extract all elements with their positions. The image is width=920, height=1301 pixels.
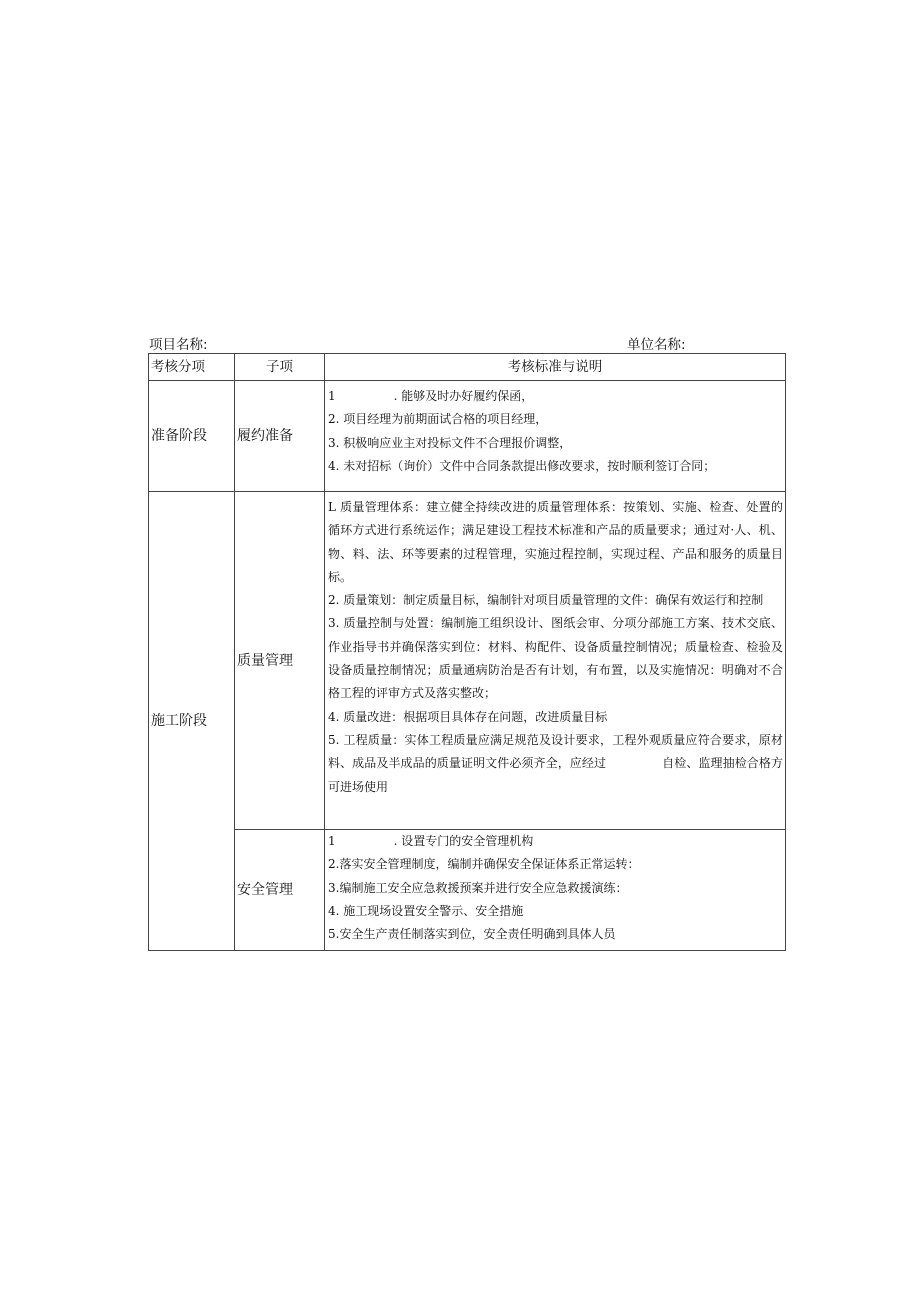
project-name-label: 项目名称:: [149, 337, 208, 353]
category-prep: 准备阶段: [149, 381, 235, 492]
criteria-quality: [325, 492, 786, 830]
criteria-item: 5.安全生产责任制落实到位，安全责任明确到具体人员: [328, 927, 616, 942]
criteria-item: 3. 质量控制与处置：编制施工组织设计、图纸会审、分项分部施工方案、技术交底、作业指导书并确保落实到位：材料、构配件、设备质量控制情况；质量检查、检验及设备质量控制情况；质量通病防治是否有计划，有布置，以及实施情况：明确对不合格工程的评审方式及落实整改；: [328, 616, 783, 701]
criteria-item: 2. 质量策划：制定质量目标，编制针对项目质量管理的文件：确保有效运行和控制: [328, 593, 764, 608]
criteria-item: 1 . 能够及时办好履约保函，: [328, 389, 534, 403]
column-header-category: 考核分项: [149, 354, 235, 381]
criteria-item: L 质量管理体系：建立健全持续改进的质量管理体系：按策划、实施、检查、处置的循环方式进行系统运作；满足建设工程技术标准和产品的质量要求；通过对·人、机、物、料、法、环等要素的过程管理，实施过程控制，实现过程、产品和服务的质量目标。: [328, 500, 783, 584]
criteria-item: 3.编制施工安全应急救援预案并进行安全应急救援演练：: [328, 880, 628, 895]
criteria-item: 2. 项目经理为前期面试合格的项目经理，: [328, 412, 548, 427]
column-header-sub: 子项: [235, 354, 325, 381]
table-row: [149, 381, 786, 492]
criteria-item: 4. 施工现场设置安全警示、安全措施: [328, 903, 524, 918]
criteria-prep: [325, 381, 786, 492]
assessment-table: [148, 353, 786, 951]
table-row: [149, 830, 786, 951]
sub-quality: 质量管理: [235, 492, 325, 830]
form-header: [149, 336, 785, 354]
column-header-criteria: 考核标准与说明: [325, 354, 786, 381]
table-row: [149, 492, 786, 830]
unit-name-label: 单位名称:: [627, 337, 686, 353]
criteria-item: 2.落实安全管理制度，编制并确保安全保证体系正常运转：: [328, 857, 640, 872]
category-construction: 施工阶段: [149, 492, 235, 951]
sub-contract-prep: 履约准备: [235, 381, 325, 492]
table-header-row: [149, 354, 786, 381]
criteria-item: 1 . 设置专门的安全管理机构: [328, 834, 534, 848]
criteria-item: 4. 未对招标（询价）文件中合同条款提出修改要求，按时顺利签订合同；: [328, 458, 716, 473]
criteria-item: 4. 质量改进：根据项目具体存在问题，改进质量目标: [328, 709, 608, 724]
criteria-item: 3. 积极响应业主对投标文件不合理报价调整，: [328, 435, 572, 450]
criteria-safety: [325, 830, 786, 951]
criteria-item: 5. 工程质量：实体工程质量应满足规范及设计要求，工程外观质量应符合要求，原材料、成品及半成品的质量证明文件必须齐全，应经过 自检、监理抽检合格方可进场使用: [328, 732, 783, 794]
sub-safety: 安全管理: [235, 830, 325, 951]
